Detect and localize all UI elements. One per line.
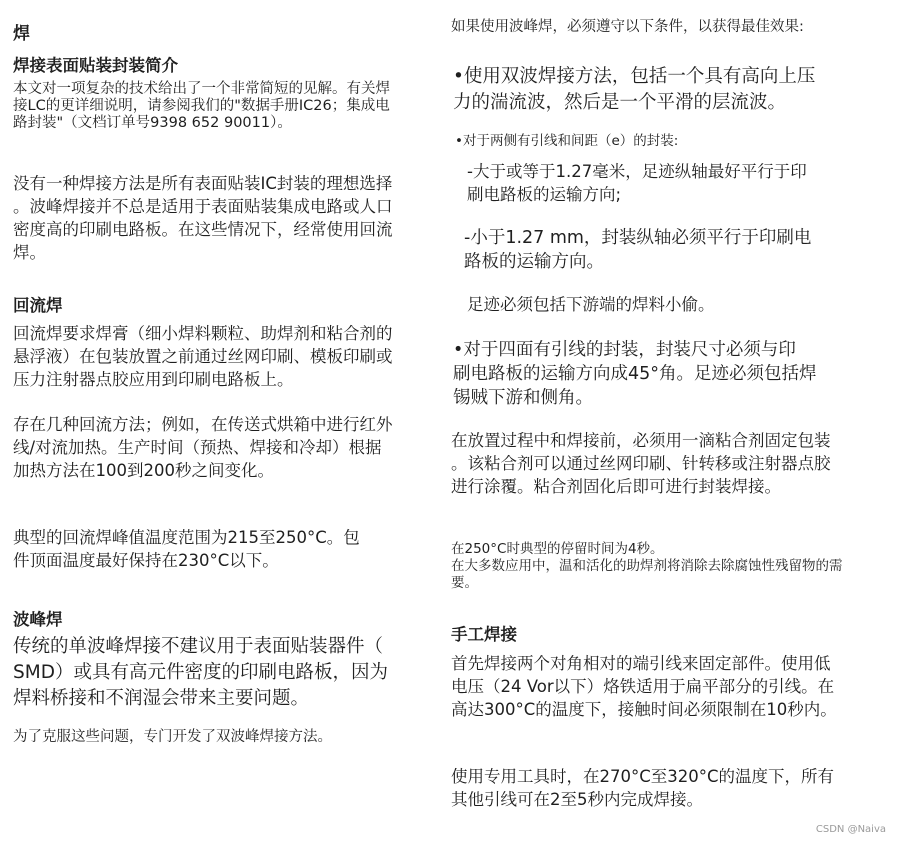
bullet-two-sided-leads: •对于两侧有引线和间距（e）的封装: (455, 133, 679, 149)
sub-item-pitch-lt: -小于1.27 mm，封装纵轴必须平行于印刷电 路板的运输方向。 (464, 228, 812, 272)
intro-text: 本文对一项复杂的技术给出了一个非常简短的见解。有关焊 接LC的更详细说明，请参阅我们的"数据手册IC26；集成电 路封装"（文档订单号9398 652 90011）。 (13, 81, 390, 131)
sub-item-pitch-ge: -大于或等于1.27毫米，足迹纵轴最好平行于印 刷电路板的运输方向; (467, 162, 807, 204)
wave-paragraph-1: 传统的单波峰焊接不建议用于表面贴装器件（ SMD）或具有高元件密度的印刷电路板，因为 焊料桥接和不润湿会带来主要问题。 (13, 636, 388, 709)
manual-paragraph-1: 首先焊接两个对角相对的端引线来固定部件。使用低 电压（24 Vor以下）烙铁适用于扁平部分的引线。在 高达300°C的温度下，接触时间必须限制在10秒内。 (451, 654, 837, 719)
page-title: 焊 (13, 24, 30, 44)
dwell-time-paragraph: 在250°C时典型的停留时间为4秒。 在大多数应用中，温和活化的助焊剂将消除去除腐蚀性残留物的需 要。 (451, 541, 843, 591)
reflow-paragraph-3: 典型的回流焊峰值温度范围为215至250°C。包 件顶面温度最好保持在230°C以下。 (13, 528, 360, 570)
intro-heading: 焊接表面贴装封装简介 (13, 56, 178, 75)
watermark: CSDN @Naiva (815, 824, 886, 835)
reflow-heading: 回流焊 (13, 296, 63, 315)
paragraph-methods: 没有一种焊接方法是所有表面贴装IC封装的理想选择 。波峰焊接并不总是适用于表面贴装集成电路或人口 密度高的印刷电路板。在这些情况下，经常使用回流 焊。 (13, 174, 393, 262)
wave-heading: 波峰焊 (13, 610, 63, 629)
reflow-paragraph-1: 回流焊要求焊膏（细小焊料颗粒、助焊剂和粘合剂的 悬浮液）在包装放置之前通过丝网印刷、模板印刷或 压力注射器点胶应用到印刷电路板上。 (13, 324, 393, 389)
manual-paragraph-2: 使用专用工具时，在270°C至320°C的温度下，所有 其他引线可在2至5秒内完成焊接。 (451, 767, 835, 809)
sub-item-solder-thief: 足迹必须包括下游端的焊料小偷。 (467, 295, 715, 314)
adhesive-paragraph: 在放置过程中和焊接前，必须用一滴粘合剂固定包装 。该粘合剂可以通过丝网印刷、针转移或注射器点胶 进行涂覆。粘合剂固化后即可进行封装焊接。 (451, 431, 831, 496)
bullet-four-sided-leads: •对于四面有引线的封装，封装尺寸必须与印 刷电路板的运输方向成45°角。足迹必须包括焊 锡贼下游和侧角。 (453, 340, 817, 408)
reflow-paragraph-2: 存在几种回流方法；例如，在传送式烘箱中进行红外 线/对流加热。生产时间（预热、焊接和冷却）根据 加热方法在100到200秒之间变化。 (13, 415, 393, 480)
wave-paragraph-2: 为了克服这些问题，专门开发了双波峰焊接方法。 (13, 729, 332, 745)
bullet-double-wave: •使用双波焊接方法，包括一个具有高向上压 力的湍流波，然后是一个平滑的层流波。 (453, 66, 816, 113)
manual-soldering-heading: 手工焊接 (451, 625, 517, 644)
wave-conditions-intro: 如果使用波峰焊，必须遵守以下条件，以获得最佳效果: (451, 19, 804, 35)
